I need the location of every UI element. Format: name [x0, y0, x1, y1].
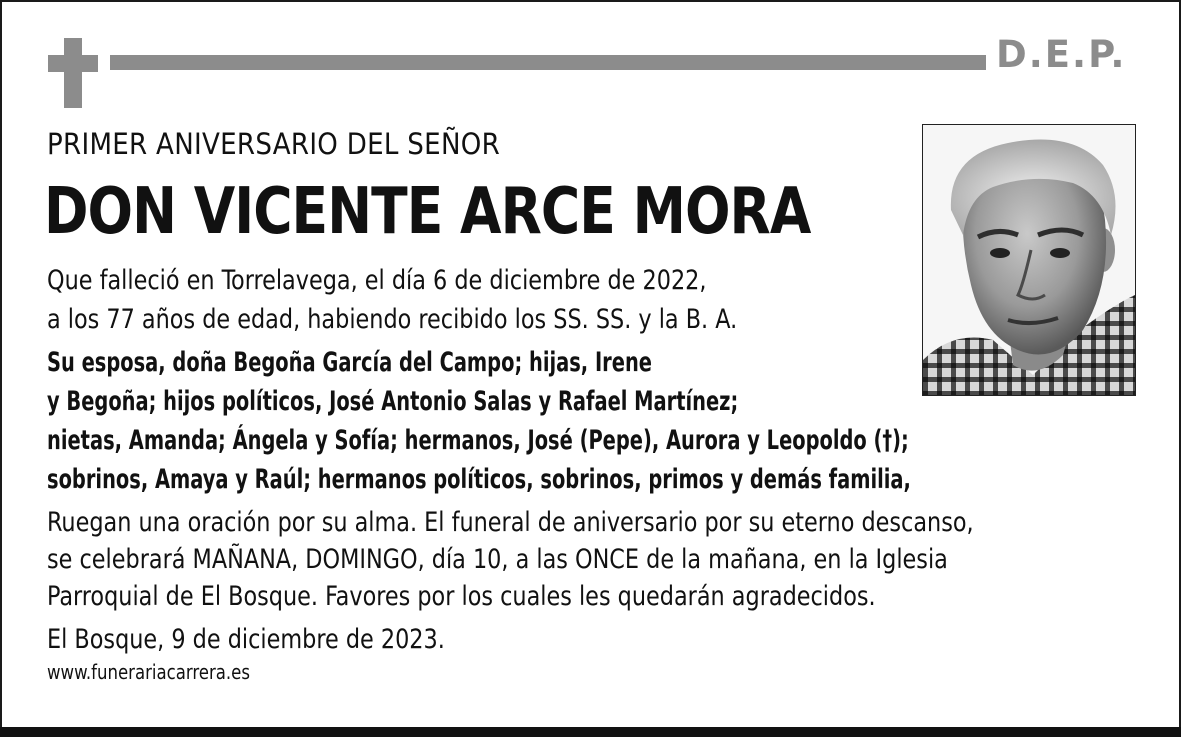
family-line: sobrinos, Amaya y Raúl; hermanos políticos, sobrinos, primos y demás familia,	[47, 464, 911, 495]
deceased-name: DON VICENTE ARCE MORA	[44, 175, 811, 249]
request-line: Parroquial de El Bosque. Favores por los cuales les quedarán agradecidos.	[47, 581, 876, 612]
family-line: y Begoña; hijos políticos, José Antonio Salas y Rafael Martínez;	[47, 386, 739, 417]
family-line: Su esposa, doña Begoña García del Campo; hijas, Irene	[47, 347, 652, 378]
request-line: se celebrará MAÑANA, DOMINGO, día 10, a las ONCE de la mañana, en la Iglesia	[47, 544, 948, 575]
anniversary-subtitle: PRIMER ANIVERSARIO DEL SEÑOR	[47, 127, 501, 161]
bottom-border	[0, 727, 1181, 737]
header-rule	[110, 55, 986, 70]
request-line: Ruegan una oración por su alma. El funeral de aniversario por su eterno descanso,	[47, 507, 974, 538]
place-date: El Bosque, 9 de diciembre de 2023.	[47, 624, 445, 655]
latin-cross-icon	[48, 38, 98, 108]
dep-label: D.E.P.	[996, 33, 1127, 76]
intro-line: a los 77 años de edad, habiendo recibido los SS. SS. y la B. A.	[47, 304, 738, 335]
family-line: nietas, Amanda; Ángela y Sofía; hermanos, José (Pepe), Aurora y Leopoldo (†);	[47, 425, 909, 456]
portrait-photo	[922, 124, 1136, 396]
website-link[interactable]: www.funerariacarrera.es	[47, 660, 251, 684]
intro-line: Que falleció en Torrelavega, el día 6 de diciembre de 2022,	[47, 265, 707, 296]
